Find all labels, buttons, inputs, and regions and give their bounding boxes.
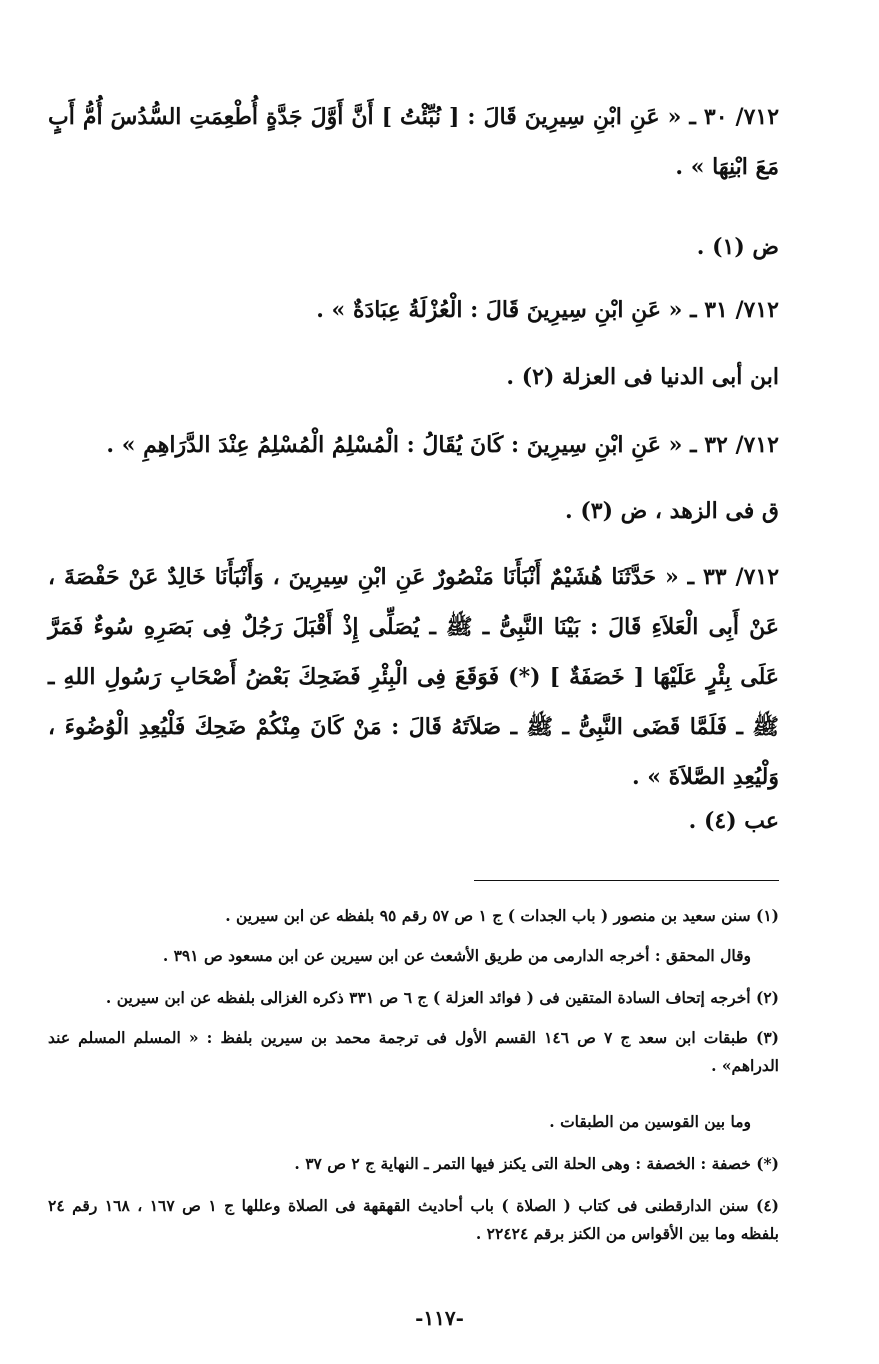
source-32: ق فى الزهد ، ض (٣) . <box>565 498 779 524</box>
footnote-1: (١) سنن سعيد بن منصور ( باب الجدات ) ج ١ ص ٥٧ رقم ٩٥ بلفظه عن ابن سيرين . <box>225 906 779 925</box>
page-number: -١١٧- <box>415 1306 464 1330</box>
footnote-1-note: وقال المحقق : أخرجه الدارمى من طريق الأشعث عن ابن سيرين عن ابن مسعود ص ٣٩١ . <box>162 946 751 965</box>
footnote-separator <box>474 880 779 881</box>
source-30: ض (١) . <box>696 234 779 260</box>
source-31: ابن أبى الدنيا فى العزلة (٢) . <box>506 364 779 390</box>
hadith-32: ٧١٢/ ٣٢ ـ « عَنِ ابْنِ سِيرِينَ : كَانَ يُقَالُ : الْمُسْلِمُ الْمُسْلِمُ عِنْدَ الدَّرَاهِمِ » . <box>106 432 779 458</box>
book-page <box>48 0 779 1364</box>
footnote-star: (*) خصفة : الخصفة : وهى الحلة التى يكنز فيها التمر ـ النهاية ج ٢ ص ٣٧ . <box>294 1154 779 1173</box>
hadith-33: ٧١٢/ ٣٣ ـ « حَدَّثَنَا هُشَيْمٌ أَنْبَأَنَا مَنْصُورٌ عَنِ ابْنِ سِيرِينَ ، وَأَنْبَأَنَا خَالِدٌ عَنْ حَفْصَةَ ، عَنْ أَبِى الْعَلاَءِ قَالَ : بَيْنَا النَّبِىُّ ـ ﷺ ـ يُصَلِّى إِذْ أَقْبَلَ رَجُلٌ فِى بَصَرِهِ سُوءٌ فَمَرَّ عَلَى بِئْرٍ عَلَيْهَا [ خَصَفَةٌ ] (*) فَوَقَعَ فِى الْبِئْرِ فَضَحِكَ بَعْضُ أَصْحَابِ رَسُولِ اللهِ ـ ﷺ ـ فَلَمَّا قَضَى النَّبِىُّ ـ ﷺ ـ صَلاَتَهُ قَالَ : مَنْ كَانَ مِنْكُمْ ضَحِكَ فَلْيُعِدِ الْوُضُوءَ ، وَلْيُعِدِ الصَّلاَةَ » . <box>48 564 780 790</box>
hadith-30: ٧١٢/ ٣٠ ـ « عَنِ ابْنِ سِيرِينَ قَالَ : [ نُبِّئْتُ ] أَنَّ أَوَّلَ جَدَّةٍ أُطْعِمَتِ السُّدُسَ أُمُّ أَبٍ مَعَ ابْنِهَا » . <box>48 104 780 180</box>
hadith-31: ٧١٢/ ٣١ ـ « عَنِ ابْنِ سِيرِينَ قَالَ : الْعُزْلَةُ عِبَادَةٌ » . <box>316 297 779 323</box>
footnote-4: (٤) سنن الدارقطنى فى كتاب ( الصلاة ) باب أحاديث القهقهة فى الصلاة وعللها ج ١ ص ١٦٧ ، ١٦٨ رقم ٢٤ بلفظه وما بين الأقواس من الكنز برقم ٢٢٤٢٤ . <box>48 1196 779 1243</box>
footnote-2: (٢) أخرجه إتحاف السادة المتقين فى ( فوائد العزلة ) ج ٦ ص ٣٣١ ذكره الغزالى بلفظه عن ابن سيرين . <box>105 988 779 1007</box>
footnote-3: (٣) طبقات ابن سعد ج ٧ ص ١٤٦ القسم الأول فى ترجمة محمد بن سيرين بلفظ : « المسلم المسلم عند الدراهم» . <box>48 1028 779 1075</box>
source-33: عب (٤) . <box>688 808 779 834</box>
page-number-wrap <box>0 1306 879 1330</box>
footnote-3-note: وما بين القوسين من الطبقات . <box>549 1112 751 1131</box>
